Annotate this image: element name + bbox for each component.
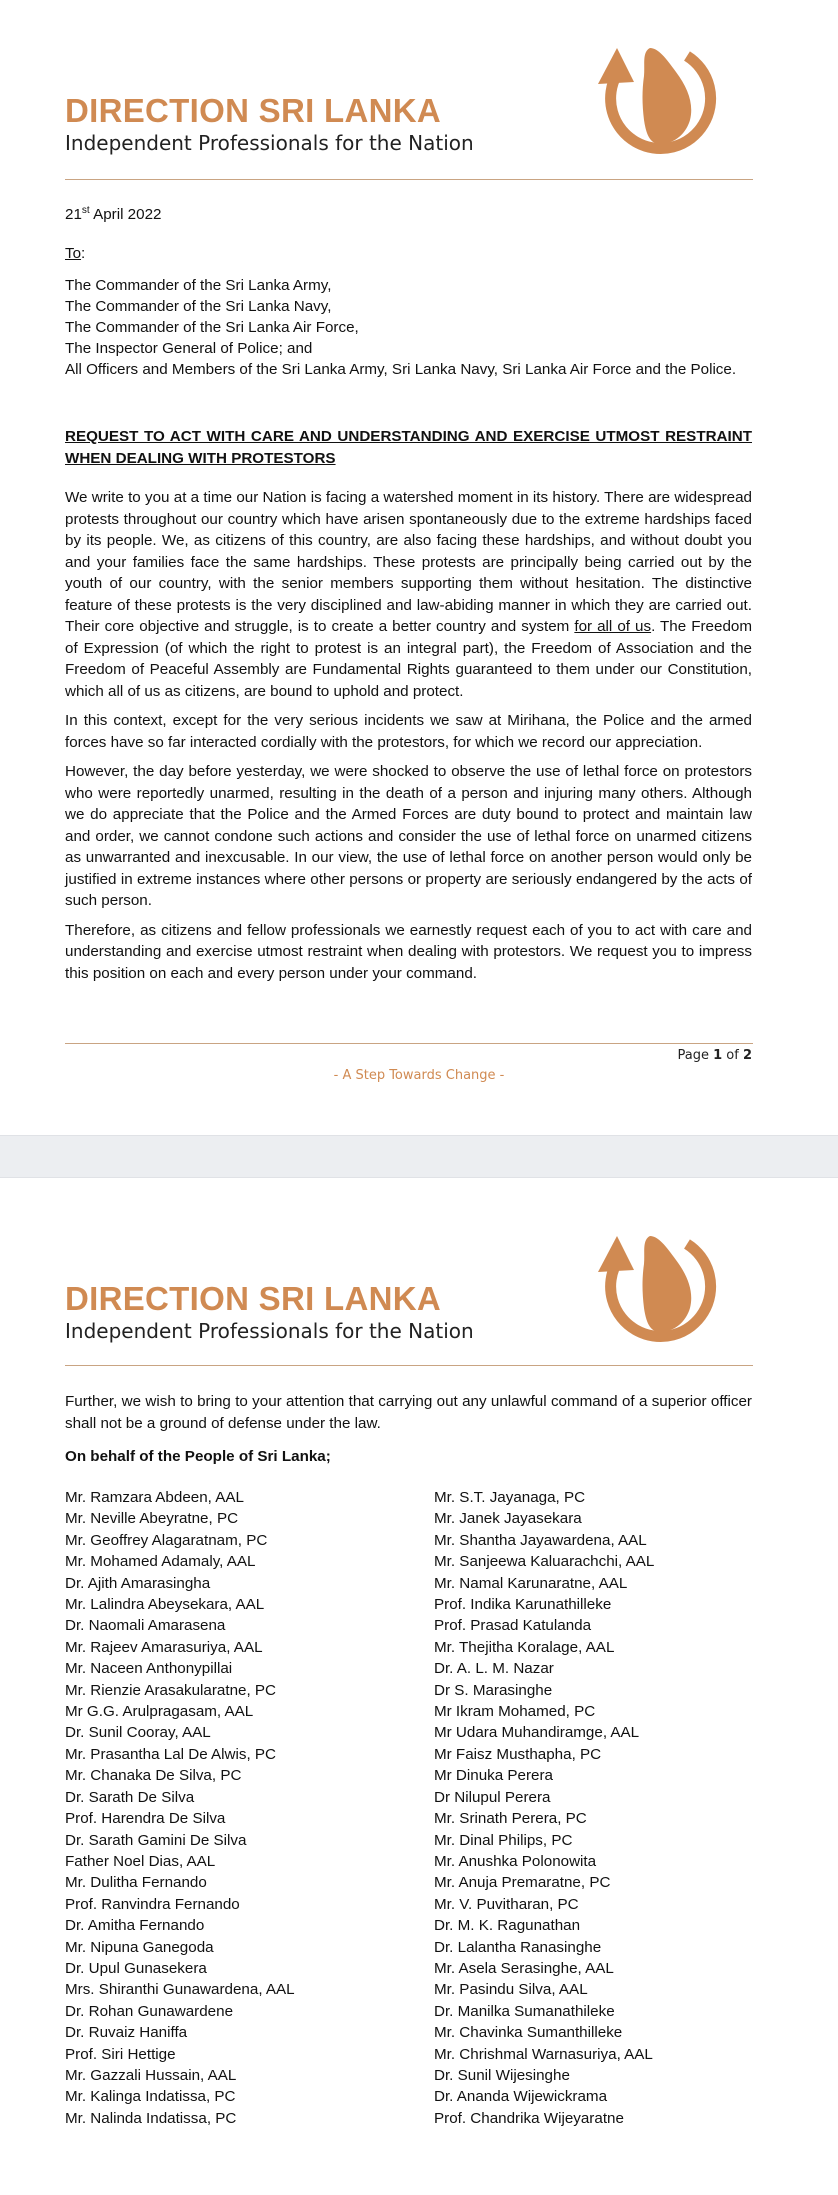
closing-paragraph: Further, we wish to bring to your attention that carrying out any unlawful command of a superior officer shall not be a ground of defense under the law. [65,1393,752,1432]
document-page-2 [0,1178,838,2195]
signatory-name: Mr. Namal Karunaratne, AAL [434,1574,628,1592]
signatory-name: Dr. Ananda Wijewickrama [434,2088,608,2106]
signatory-name: Mr. Naceen Anthonypillai [65,1660,233,1678]
signatory-name: Father Noel Dias, AAL [65,1852,216,1870]
signatory-name: Mr Faisz Musthapha, PC [434,1745,602,1763]
recipient-line: The Inspector General of Police; and [65,340,313,357]
letterhead-brand [65,1282,474,1341]
signatory-name: Dr. A. L. M. Nazar [434,1660,554,1678]
signatory-name: Mr. Sanjeewa Kaluarachchi, AAL [434,1553,655,1571]
page-separator [0,1135,838,1178]
signatory-name: Mr Udara Muhandiramge, AAL [434,1724,640,1742]
header-rule [65,179,753,180]
body-paragraph: Therefore, as citizens and fellow professionals we earnestly request each of you to act with care and understanding and exercise utmost restraint when dealing with protestors. We request you to impress this position on each and every person under your command. [65,921,752,982]
signatory-name: Mr. Prasantha Lal De Alwis, PC [65,1745,277,1763]
body-paragraph: We write to you at a time our Nation is facing a watershed moment in its history. There are widespread protests throughout our country which have arisen spontaneously due to the extreme hardships faced by its people. We, as citizens of this country, are also facing these hardships, and without doubt you and your families face the same hardships. These protests are principally being carried out by the youth of our country, with the senior members supporting them without hesitation. The distinctive feature of these protests is the very disciplined and law-abiding manner in which they are carried out. Their core objective and struggle, is to create a better country and system for all of us. The Freedom of Expression (of which the right to protest is an integral part), the Freedom of Association and the Freedom of Peaceful Assembly are Fundamental Rights guaranteed to them under our Constitution, which all of us as citizens, are bound to uphold and protect. [65,489,752,700]
footer-slogan: - A Step Towards Change - [333,1068,505,1083]
signatory-name: Mr. Kalinga Indatissa, PC [65,2088,236,2106]
signatory-name: Mr. Anushka Polonowita [434,1852,597,1870]
signatory-name: Mr. Janek Jayasekara [434,1510,582,1528]
signatory-name: Dr. Lalantha Ranasinghe [434,1938,602,1956]
signatory-name: Dr. M. K. Ragunathan [434,1917,581,1935]
signatory-name: Dr. Sarath De Silva [65,1788,195,1806]
signatory-name: Mrs. Shiranthi Gunawardena, AAL [65,1981,295,1999]
page-number: Page 1 of 2 [677,1048,752,1063]
signatory-name: Mr. Srinath Perera, PC [434,1810,587,1828]
signatory-name: Dr S. Marasinghe [434,1681,553,1699]
signatory-name: Mr. Nalinda Indatissa, PC [65,2109,237,2127]
org-tagline: Independent Professionals for the Nation [65,131,474,155]
signatory-list [65,1487,753,2147]
signatory-name: Prof. Chandrika Wijeyaratne [434,2109,624,2127]
recipient-line: The Commander of the Sri Lanka Navy, [65,298,332,315]
signatory-name: Mr. Rienzie Arasakularatne, PC [65,1681,277,1699]
recipient-line: The Commander of the Sri Lanka Air Force, [65,319,359,336]
signatory-name: Mr. Geoffrey Alagaratnam, PC [65,1531,268,1549]
signatory-name: Mr. S.T. Jayanaga, PC [434,1489,586,1506]
letter-body [65,487,752,984]
signatory-name: Mr. Chanaka De Silva, PC [65,1767,242,1785]
signatory-name: Mr. Thejitha Koralage, AAL [434,1638,615,1656]
signatory-name: Dr. Ruvaiz Haniffa [65,2024,188,2042]
letterhead-brand [65,94,474,153]
signatory-name: Mr. Asela Serasinghe, AAL [434,1959,614,1977]
org-name: DIRECTION SRI LANKA [65,92,442,129]
signatory-name: Mr. Chrishmal Warnasuriya, AAL [434,2045,653,2063]
sri-lanka-arrow-logo-icon [572,34,732,170]
signatory-name: Mr Dinuka Perera [434,1767,554,1785]
signatory-name: Mr. Neville Abeyratne, PC [65,1510,239,1528]
signatory-name: Mr G.G. Arulpragasam, AAL [65,1703,254,1721]
signatory-name: Mr. Anuja Premaratne, PC [434,1874,611,1892]
signatory-name: Mr. Nipuna Ganegoda [65,1938,214,1956]
signatory-name: Mr. Dulitha Fernando [65,1874,207,1892]
signatory-name: Dr. Naomali Amarasena [65,1617,226,1635]
signatory-name: Mr. Ramzara Abdeen, AAL [65,1489,244,1506]
body-paragraph: In this context, except for the very serious incidents we saw at Mirihana, the Police and the armed forces have so far interacted cordially with the protestors, for which we record our appreciation. [65,712,752,751]
signatory-name: Dr. Sarath Gamini De Silva [65,1831,247,1849]
signatory-name: Mr. Gazzali Hussain, AAL [65,2066,237,2084]
signatory-name: Prof. Ranvindra Fernando [65,1895,240,1913]
signatory-name: Dr. Amitha Fernando [65,1917,205,1935]
footer-rule [65,1043,753,1044]
signatory-name: Mr. Lalindra Abeysekara, AAL [65,1596,265,1614]
signatory-name: Mr. V. Puvitharan, PC [434,1895,579,1913]
signatory-name: Prof. Indika Karunathilleke [434,1596,612,1614]
recipient-list [65,275,752,380]
signatory-column-left [65,1487,295,2129]
signatory-name: Prof. Prasad Katulanda [434,1617,592,1635]
header-rule [65,1365,753,1366]
signatory-name: Dr. Upul Gunasekera [65,1959,207,1977]
signatory-name: Dr. Sunil Wijesinghe [434,2066,570,2084]
on-behalf-heading: On behalf of the People of Sri Lanka; [65,1448,331,1465]
signatory-name: Dr. Manilka Sumanathileke [434,2002,615,2020]
signatory-name: Mr. Shantha Jayawardena, AAL [434,1531,647,1549]
signatory-name: Mr. Pasindu Silva, AAL [434,1981,588,1999]
signatory-name: Prof. Harendra De Silva [65,1810,226,1828]
signatory-name: Mr Ikram Mohamed, PC [434,1703,596,1721]
to-label: To: [65,245,86,262]
signatory-column-right [434,1487,654,2129]
signatory-name: Dr Nilupul Perera [434,1788,551,1806]
signatory-name: Prof. Siri Hettige [65,2045,176,2063]
signatory-name: Mr. Mohamed Adamaly, AAL [65,1553,256,1571]
recipient-line: The Commander of the Sri Lanka Army, [65,277,332,294]
signatory-name: Dr. Sunil Cooray, AAL [65,1724,211,1742]
body-paragraph: However, the day before yesterday, we were shocked to observe the use of lethal force on protestors who were reportedly unarmed, resulting in the death of a person and injuring many others. Although we do appreciate that the Police and the Armed Forces are duty bound to protect and maintain law and order, we cannot condone such actions and consider the use of lethal force on unarmed citizens as unwarranted and inexcusable. In our view, the use of lethal force on another person would only be justified in extreme instances where other persons or property are seriously endangered by the acts of such person. [65,763,752,909]
letter-subject: REQUEST TO ACT WITH CARE AND UNDERSTANDING AND EXERCISE UTMOST RESTRAINT WHEN DEALING WITH PROTESTORS [65,428,752,467]
org-tagline: Independent Professionals for the Nation [65,1319,474,1343]
sri-lanka-arrow-logo-icon [572,1222,732,1358]
recipient-line: All Officers and Members of the Sri Lanka Army, Sri Lanka Navy, Sri Lanka Air Force and the Police. [65,361,737,378]
signatory-name: Mr. Rajeev Amarasuriya, AAL [65,1638,263,1656]
letter-date: 21st April 2022 [65,205,162,224]
signatory-name: Dr. Ajith Amarasingha [65,1574,211,1592]
org-name: DIRECTION SRI LANKA [65,1280,442,1317]
signatory-name: Mr. Dinal Philips, PC [434,1831,573,1849]
signatory-name: Mr. Chavinka Sumanthilleke [434,2024,623,2042]
signatory-name: Dr. Rohan Gunawardene [65,2002,234,2020]
